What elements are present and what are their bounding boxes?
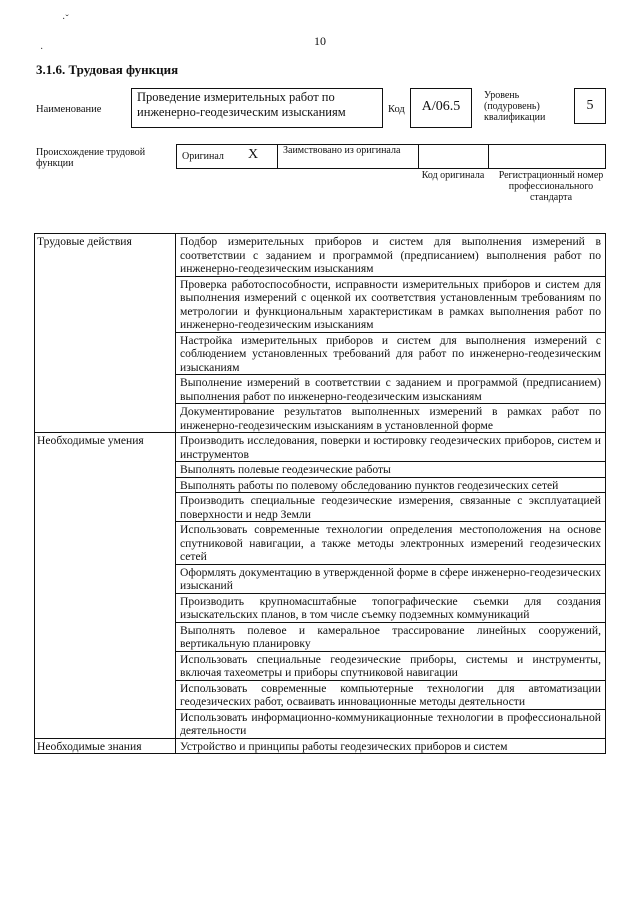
scan-speck: · <box>40 44 44 55</box>
table-row <box>35 433 606 462</box>
origin-divider <box>488 144 489 169</box>
table-cell: Выполнять полевые геодезические работы <box>176 462 606 478</box>
name-box <box>131 88 383 128</box>
table-cell: Подбор измерительных приборов и систем для выполнения измерений в соответствии с заданием и программой (предписанием) выполнения работ по инженерно-геодезическим изысканиям <box>176 234 606 277</box>
original-mark: X <box>248 147 259 162</box>
table-cell: Выполнять работы по полевому обследованию пунктов геодезических сетей <box>176 477 606 493</box>
code-box <box>410 88 472 128</box>
borrowed-label: Заимствовано из оригинала <box>283 145 401 156</box>
table-cell: Производить исследования, поверки и юстировку геодезических приборов, систем и инструментов <box>176 433 606 462</box>
table-cell: Настройка измерительных приборов и систем для выполнения измерений с соблюдением установленных требований для работ по инженерно-геодезическим изысканиям <box>176 332 606 375</box>
category-cell: Трудовые действия <box>35 234 176 433</box>
origin-divider <box>418 144 419 169</box>
section-title: 3.1.6. Трудовая функция <box>36 62 179 77</box>
scan-speck: ·ˇ <box>62 14 69 25</box>
function-name: Проведение измерительных работ по инженерно-геодезическим изысканиям <box>137 90 346 119</box>
table-cell: Использовать информационно-коммуникационные технологии в профессиональной деятельности <box>176 709 606 738</box>
table-cell: Проверка работоспособности, исправности измерительных приборов и систем для выполнения измерений с оценкой их соответствия установленным требованиям по метрологии и функциональным характеристикам в рамках выполнения работ по инженерно-геодезическим изысканиям <box>176 276 606 332</box>
origin-label: Происхождение трудовой функции <box>36 147 146 169</box>
level-box <box>574 88 606 124</box>
table-cell: Оформлять документацию в утвержденной форме в сфере инженерно-геодезических изысканий <box>176 564 606 593</box>
name-label: Наименование <box>36 104 102 115</box>
category-cell: Необходимые знания <box>35 738 176 754</box>
reg-number-label: Регистрационный номер профессионального стандарта <box>498 170 604 203</box>
page-number: 10 <box>314 34 326 48</box>
level-label: Уровень (подуровень) квалификации <box>484 90 546 123</box>
level-value: 5 <box>586 98 594 113</box>
original-label: Оригинал <box>182 151 224 162</box>
original-code-label: Код оригинала <box>421 170 485 181</box>
table-cell: Выполнять полевое и камеральное трассирование линейных сооружений, вертикальную планировку <box>176 622 606 651</box>
category-cell: Необходимые умения <box>35 433 176 739</box>
table-cell: Документирование результатов выполненных измерений в рамках работ по инженерно-геодезическим изысканиям в установленной форме <box>176 404 606 433</box>
table-cell: Производить крупномасштабные топографические съемки для создания изыскательских планов, в том числе съемку подземных коммуникаций <box>176 593 606 622</box>
table-cell: Производить специальные геодезические измерения, связанные с эксплуатацией поверхности и недр Земли <box>176 493 606 522</box>
table-cell: Использовать современные компьютерные технологии для автоматизации геодезических работ, осваивать инновационные методы деятельности <box>176 680 606 709</box>
labor-function-table <box>34 233 606 754</box>
code-value: A/06.5 <box>421 99 461 114</box>
table-cell: Выполнение измерений в соответствии с заданием и программой (предписанием) выполнения работ по инженерно-геодезическим изысканиям <box>176 375 606 404</box>
table-cell: Использовать современные технологии определения местоположения на основе спутниковой навигации, а также методы электронных измерений геодезических сетей <box>176 522 606 565</box>
table-cell: Устройство и принципы работы геодезических приборов и систем <box>176 738 606 754</box>
table-row <box>35 234 606 277</box>
code-label: Код <box>388 104 405 115</box>
table-cell: Использовать специальные геодезические приборы, системы и инструменты, включая тахеометры и приборы спутниковой навигации <box>176 651 606 680</box>
origin-divider <box>277 144 278 169</box>
table-row <box>35 738 606 754</box>
